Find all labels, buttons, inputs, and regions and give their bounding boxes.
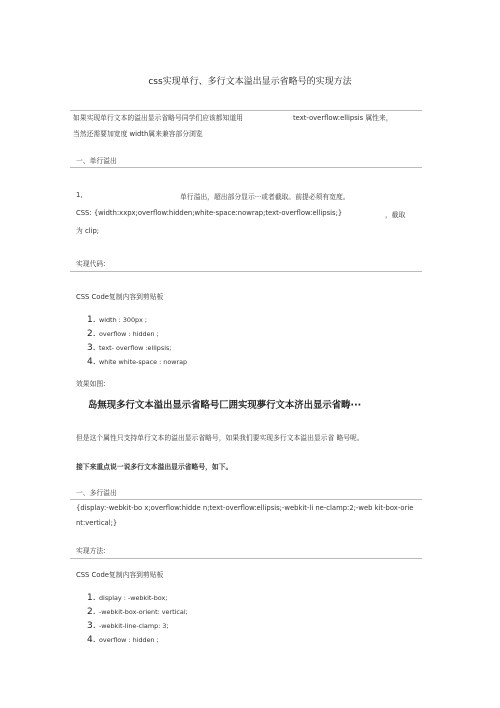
list-item-text: text- overflow :ellipsis; xyxy=(99,344,172,352)
intro-line2: 当然还需要加宽度 width属来兼容部分浏览 xyxy=(73,130,203,138)
section2-method-label: 实现方法: xyxy=(76,547,106,555)
list-item-text: overflow : hidden ; xyxy=(99,330,159,338)
intro-line1-b: text-overflow:ellipsis 属性来， xyxy=(293,114,393,122)
list-item-text: white white-space : nowrap xyxy=(99,358,188,366)
section1-item-number: 1, xyxy=(76,191,83,199)
list-item-text: width : 300px ; xyxy=(99,316,148,324)
list-item-text: -webkit-line-clamp: 3; xyxy=(99,622,169,630)
section1-para1: 但是这个属性只支持单行文本的溢出显示省略号，如果我们要实现多行文本溢出显示省 略号呢。 xyxy=(76,434,364,442)
section2-copy-label[interactable]: CSS Code复制内容到剪贴板 xyxy=(76,571,164,579)
section1-effect-label: 效果如图: xyxy=(76,380,106,388)
list-item-number: 1. xyxy=(87,593,96,603)
list-item-text: -webkit-box-orient: vertical; xyxy=(99,608,188,616)
list-item-number: 1. xyxy=(87,315,96,325)
section1-code-label: 实现代码: xyxy=(76,260,106,268)
divider xyxy=(70,558,422,559)
divider xyxy=(70,271,422,272)
section1-css-suffix: ，截取 xyxy=(385,211,406,219)
list-item-number: 4. xyxy=(87,357,96,367)
list-item-number: 3. xyxy=(87,621,96,631)
list-item xyxy=(87,627,159,646)
list-item xyxy=(87,349,187,368)
intro-line1-a: 如果实现单行文本的溢出显示省略号同学们应该都知道用 xyxy=(73,114,243,122)
section1-copy-label[interactable]: CSS Code复制内容到剪贴板 xyxy=(76,293,164,301)
section1-effect-text: 岛無现多行文本溢出显示省略号匚囲实现夢行文本济出显示省畴··· xyxy=(88,400,362,411)
divider xyxy=(70,110,422,111)
divider xyxy=(70,499,422,500)
list-item-number: 2. xyxy=(87,607,96,617)
section1-heading: 一、单行溢出 xyxy=(76,157,117,165)
section2-css-line1: {display:-webkit-bo x;overflow:hidde n;text-overflow:ellipsis;-webkit-li ne-clamp:2;-web kit-box-orie xyxy=(76,504,414,512)
section1-item-text: 单行溢出，超出部分显示···或者截取。前提必须有宽度。 xyxy=(180,193,350,201)
section2-heading: 一、多行溢出 xyxy=(76,489,117,497)
section1-css-line: CSS: {width:xxpx;overflow:hidden;white-space:nowrap;text-overflow:ellipsis;} xyxy=(76,209,343,217)
list-item-text: display : -webkit-box; xyxy=(99,594,168,602)
page-title: css实现单行、多行文本溢出显示省略号的实现方法 xyxy=(148,77,352,87)
section2-css-line2: nt:vertical;} xyxy=(76,519,118,527)
section1-para2: 接下来重点说一说多行文本溢出显示省略号，如下。 xyxy=(76,463,233,471)
divider xyxy=(70,167,422,168)
list-item-number: 4. xyxy=(87,635,96,645)
list-item-number: 2. xyxy=(87,329,96,339)
list-item-text: overflow : hidden ; xyxy=(99,636,159,644)
section1-css-line2: 为 clip; xyxy=(76,227,100,235)
list-item-number: 3. xyxy=(87,343,96,353)
